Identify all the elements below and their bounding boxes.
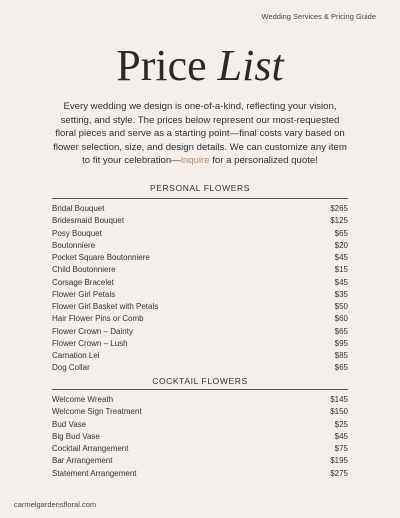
- price-list-row: [52, 240, 348, 252]
- item-name: Flower Girl Basket with Petals: [52, 302, 159, 311]
- item-price: $195: [330, 456, 348, 466]
- item-name: Posy Bouquet: [52, 228, 102, 238]
- item-price: $50: [334, 302, 348, 311]
- title-italic: List: [217, 41, 284, 90]
- price-list-row: [52, 301, 348, 313]
- section-divider: [52, 389, 348, 390]
- item-name: Flower Girl Petals: [52, 289, 116, 299]
- item-name: Boutonniere: [52, 240, 96, 250]
- item-price: $45: [334, 253, 348, 262]
- item-name: Big Bud Vase: [52, 431, 100, 441]
- price-list-row: [52, 215, 348, 227]
- page-title: [0, 42, 400, 90]
- item-price: $265: [330, 204, 348, 213]
- item-price: $65: [334, 228, 348, 238]
- item-price: $75: [334, 444, 348, 453]
- price-list-row: [52, 468, 348, 480]
- intro-paragraph: [52, 100, 348, 168]
- price-list-row: [52, 431, 348, 443]
- item-name: Statement Arrangement: [52, 468, 137, 478]
- website-footer[interactable]: carmelgardensfloral.com: [14, 500, 97, 509]
- section-title-cocktail-flowers: COCKTAIL FLOWERS: [152, 376, 248, 386]
- item-name: Pocket Square Boutonniere: [52, 253, 150, 262]
- section-divider: [52, 198, 348, 199]
- price-list-row: [52, 362, 348, 374]
- item-name: Flower Crown – Lush: [52, 338, 128, 348]
- item-price: $65: [334, 326, 348, 336]
- price-list-row: [52, 443, 348, 455]
- item-name: Child Boutonniere: [52, 265, 116, 275]
- price-list-row: [52, 313, 348, 325]
- item-price: $45: [334, 431, 348, 441]
- price-list-row: [52, 264, 348, 276]
- cocktail-flowers-list: [52, 394, 348, 480]
- item-price: $15: [334, 265, 348, 275]
- item-name: Bridesmaid Bouquet: [52, 216, 125, 226]
- item-price: $60: [334, 314, 348, 324]
- section-title-personal-flowers: PERSONAL FLOWERS: [150, 183, 250, 193]
- price-list-row: [52, 338, 348, 350]
- item-price: $20: [334, 240, 348, 250]
- price-list-row: [52, 252, 348, 264]
- item-name: Bud Vase: [52, 419, 87, 429]
- item-name: Welcome Wreath: [52, 395, 114, 404]
- price-list-row: [52, 277, 348, 289]
- guide-header-note: Wedding Services & Pricing Guide: [261, 12, 376, 21]
- price-list-row: [52, 419, 348, 431]
- price-list-row: [52, 455, 348, 467]
- item-name: Carnation Lei: [52, 351, 100, 360]
- item-name: Corsage Bracelet: [52, 277, 114, 287]
- item-price: $45: [334, 277, 348, 287]
- item-name: Flower Crown – Dainty: [52, 326, 133, 336]
- item-price: $85: [334, 351, 348, 360]
- item-name: Welcome Sign Treatment: [52, 407, 142, 417]
- item-name: Hair Flower Pins or Comb: [52, 314, 144, 324]
- item-name: Bar Arrangement: [52, 456, 113, 466]
- item-name: Bridal Bouquet: [52, 204, 105, 213]
- item-price: $150: [330, 407, 348, 417]
- price-list-row: [52, 406, 348, 418]
- item-price: $95: [334, 338, 348, 348]
- price-list-row: [52, 289, 348, 301]
- item-price: $145: [330, 395, 348, 404]
- intro-text-before: Every wedding we design is one-of-a-kind, reflecting your vision, setting, and style. The prices below represent our most-requested floral pieces and serve as a starting point—final costs vary based on flower selection, size, and design details. We can customize any item to fit your celebration—: [53, 101, 347, 166]
- personal-flowers-list: [52, 203, 348, 375]
- item-price: $35: [334, 289, 348, 299]
- item-price: $275: [330, 468, 348, 478]
- title-main: Price: [116, 41, 218, 90]
- item-price: $65: [334, 363, 348, 373]
- intro-text-after: for a personalized quote!: [209, 155, 318, 166]
- price-list-row: [52, 203, 348, 215]
- price-list-row: [52, 326, 348, 338]
- price-list-row: [52, 228, 348, 240]
- item-price: $25: [334, 419, 348, 429]
- item-name: Dog Collar: [52, 363, 90, 373]
- price-list-row: [52, 350, 348, 362]
- item-name: Cocktail Arrangement: [52, 444, 129, 453]
- inquire-link[interactable]: inquire: [180, 155, 210, 166]
- item-price: $125: [330, 216, 348, 226]
- price-list-row: [52, 394, 348, 406]
